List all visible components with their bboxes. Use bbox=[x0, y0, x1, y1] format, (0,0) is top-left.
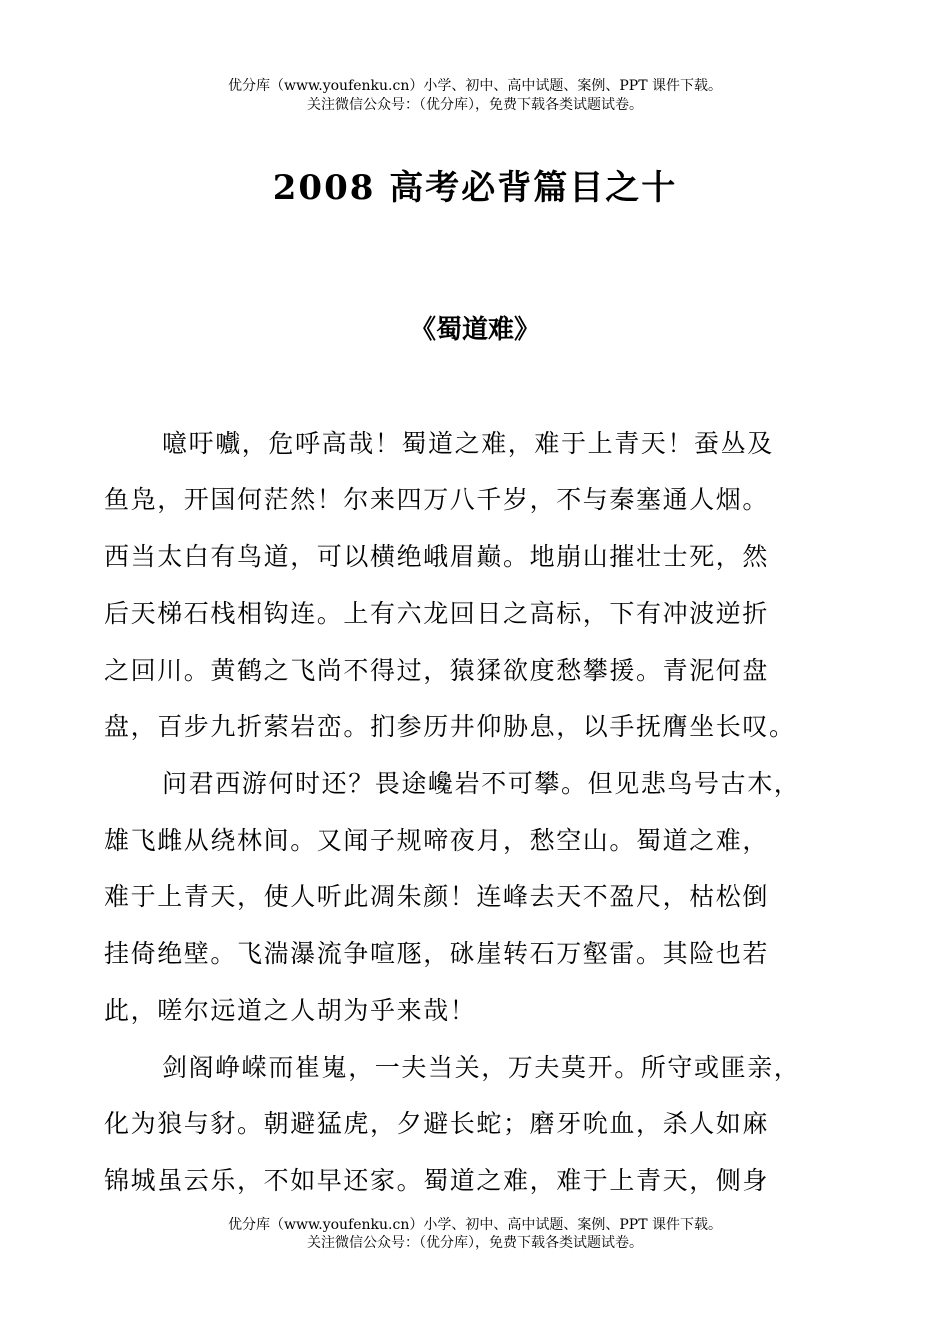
poem-line: 剑阁峥嵘而崔嵬，一夫当关，万夫莫开。所守或匪亲， bbox=[162, 1053, 801, 1082]
poem-line: 噫吁嚱，危呼高哉！蜀道之难，难于上青天！蚕丛及 bbox=[162, 429, 774, 458]
poem-line: 后天梯石栈相钩连。上有六龙回日之高标，下有冲波逆折 bbox=[104, 599, 770, 628]
poem-line: 之回川。黄鹤之飞尚不得过，猿猱欲度愁攀援。青泥何盘 bbox=[104, 656, 770, 685]
header-line-1: 优分库（www.youfenku.cn）小学、初中、高中试题、案例、PPT 课件下载。 bbox=[227, 78, 722, 94]
poem-line: 锦城虽云乐，不如早还家。蜀道之难，难于上青天，侧身 bbox=[104, 1166, 770, 1195]
poem-line: 雄飞雌从绕林间。又闻子规啼夜月，愁空山。蜀道之难， bbox=[104, 826, 770, 855]
footer-line-1: 优分库（www.youfenku.cn）小学、初中、高中试题、案例、PPT 课件下载。 bbox=[227, 1217, 722, 1233]
poem-line: 此，嗟尔远道之人胡为乎来哉！ bbox=[104, 996, 477, 1025]
poem-line: 问君西游何时还？畏途巉岩不可攀。但见悲鸟号古木， bbox=[162, 769, 801, 798]
poem-line: 挂倚绝壁。飞湍瀑流争喧豗，砯崖转石万壑雷。其险也若 bbox=[104, 939, 770, 968]
header-line-2: 关注微信公众号：（优分库），免费下载各类试题试卷。 bbox=[307, 97, 643, 113]
poem-line: 西当太白有鸟道，可以横绝峨眉巅。地崩山摧壮士死，然 bbox=[104, 542, 770, 571]
document-title: 2008 高考必背篇目之十 bbox=[272, 168, 678, 208]
poem-title: 《蜀道难》 bbox=[409, 315, 540, 345]
poem-line: 难于上青天，使人听此凋朱颜！连峰去天不盈尺，枯松倒 bbox=[104, 882, 770, 911]
poem-line: 化为狼与豺。朝避猛虎，夕避长蛇；磨牙吮血，杀人如麻 bbox=[104, 1109, 770, 1138]
poem-line: 盘，百步九折萦岩峦。扪参历井仰胁息，以手抚膺坐长叹。 bbox=[104, 712, 796, 741]
poem-line: 鱼凫，开国何茫然！尔来四万八千岁，不与秦塞通人烟。 bbox=[104, 485, 770, 514]
footer-line-2: 关注微信公众号：（优分库），免费下载各类试题试卷。 bbox=[307, 1235, 643, 1251]
